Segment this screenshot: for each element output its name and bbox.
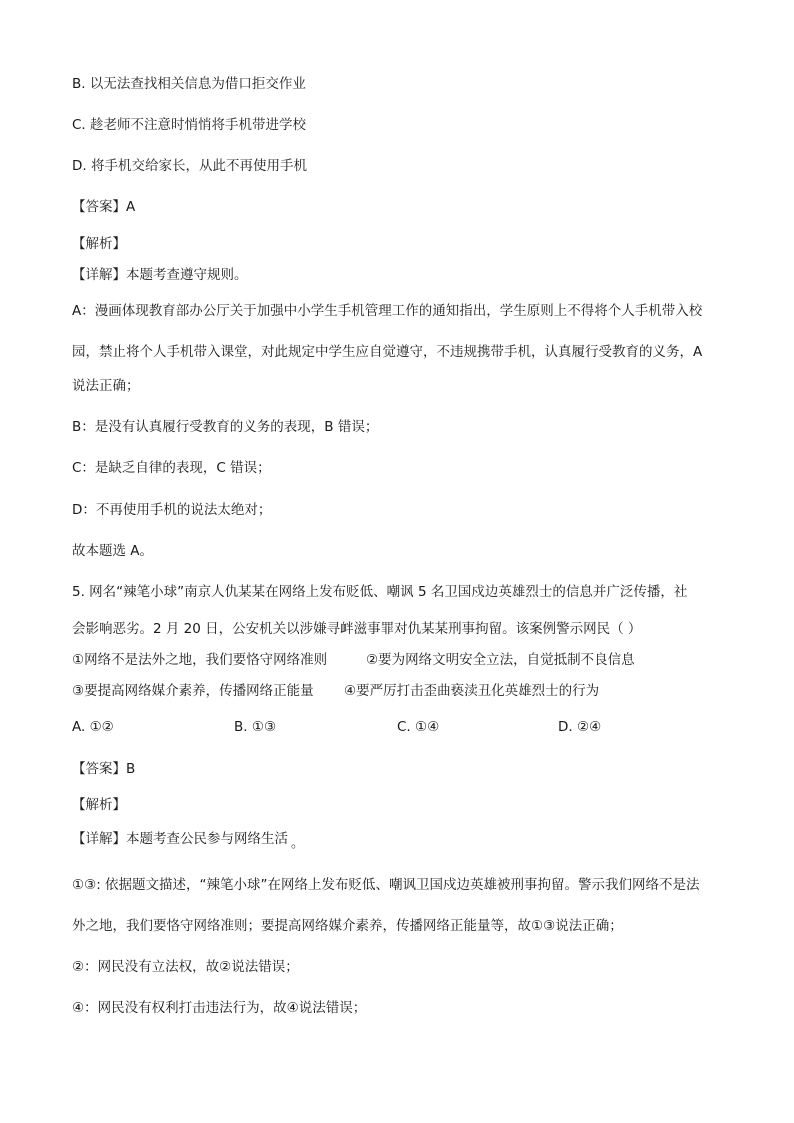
explanation-a-line3: 说法正确； [72, 378, 140, 394]
statement-3: ③要提高网络媒介素养，传播网络正能量 [72, 683, 314, 699]
option-d-text: D. 将手机交给家长，从此不再使用手机 [72, 158, 307, 174]
detail-q4: 【详解】本题考查遵守规则。 [72, 267, 248, 283]
explanation-13-line1: ①③: 依据题文描述，“辣笔小球”在网络上发布贬低、嘲讽卫国戍边英雄被刑事拘留。警示我们网络不是法 [72, 877, 700, 893]
choice-a: A. ①② [72, 719, 114, 735]
option-b-text: B. 以无法查找相关信息为借口拒交作业 [72, 76, 306, 92]
explanation-a-line2: 园，禁止将个人手机带入课堂，对此规定中学生应自觉遵守，不违规携带手机，认真履行受教育的义务，A [72, 344, 703, 360]
choice-c: C. ①④ [397, 719, 440, 735]
explanation-a-line1: A：漫画体现教育部办公厅关于加强中小学生手机管理工作的通知指出，学生原则上不得将个人手机带入校 [72, 303, 703, 319]
option-c-text: C. 趁老师不注意时悄悄将手机带进学校 [72, 117, 307, 133]
analysis-label-q4: 【解析】 [72, 236, 126, 252]
explanation-b: B：是没有认真履行受教育的义务的表现，B 错误； [72, 419, 379, 435]
explanation-13-line2: 外之地，我们要恪守网络准则；要提高网络媒介素养，传播网络正能量等，故①③说法正确； [72, 918, 623, 934]
explanation-c: C：是缺乏自律的表现，C 错误； [72, 460, 271, 476]
answer-q4: 【答案】A [72, 199, 136, 215]
explanation-2: ②：网民没有立法权，故②说法错误； [72, 959, 299, 975]
question-5-stem-line2: 会影响恶劣。2 月 20 日，公安机关以涉嫌寻衅滋事罪对仇某某刑事拘留。该案例警示网民（ ） [72, 621, 642, 637]
statement-1: ①网络不是法外之地，我们要恪守网络准则 [72, 652, 328, 668]
detail-q5 [72, 830, 304, 849]
detail-q5-dot: 。 [291, 836, 305, 851]
conclusion-q4: 故本题选 A。 [72, 543, 154, 559]
explanation-d: D：不再使用手机的说法太绝对； [72, 502, 272, 518]
explanation-4: ④：网民没有权利打击违法行为，故④说法错误； [72, 1000, 367, 1016]
statement-4: ④要严厉打击歪曲亵渎丑化英雄烈士的行为 [344, 683, 600, 699]
analysis-label-q5: 【解析】 [72, 797, 126, 813]
statement-2: ②要为网络文明安全立法，自觉抵制不良信息 [366, 652, 635, 668]
answer-q5: 【答案】B [72, 761, 136, 777]
detail-q5-text: 【详解】本题考查公民参与网络生活 [72, 831, 288, 847]
choice-b: B. ①③ [234, 719, 277, 735]
question-5-stem-line1: 5. 网名“辣笔小球”南京人仇某某在网络上发布贬低、嘲讽 5 名卫国戍边英雄烈士的信息并广泛传播，社 [72, 584, 688, 600]
choice-d: D. ②④ [558, 719, 602, 735]
